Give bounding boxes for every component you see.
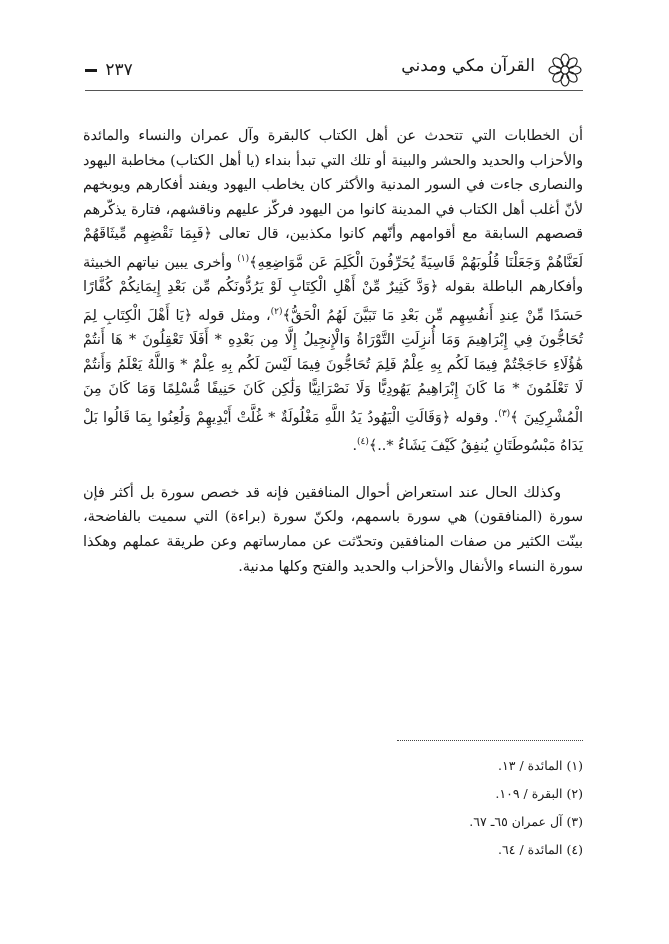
footnote-2: (٢) البقرة / ١٠٩. xyxy=(495,786,583,801)
page-number-text: ٢٣٧ xyxy=(105,60,133,80)
footnote-ref: (٣) xyxy=(498,409,511,420)
paragraph-2: وكذلك الحال عند استعراض أحوال المنافقين فإنه قد خصص سورة بل أكثر فإن سورة (المنافقون) هي سورة باسمهم، ولكنّ سورة (براءة) التي سميت بالفاضحة، بينّت الكثير من صفات المنافقين وتحدّثت عن ممارساتهم وعن طريقة عملهم وهكذا سورة النساء والأنفال والأحزاب والحديد والفتح وكلها مدنية. xyxy=(83,484,583,575)
page-header xyxy=(85,52,583,92)
page-title: القرآن مكي ومدني xyxy=(401,56,535,76)
quran-verse: ﴿وَدَّ كَثِيرٌ مِّنْ أَهْلِ الْكِتَابِ لَوْ يَرُدُّونَكُم مِّن بَعْدِ إِيمَانِكُمْ كُفَّارًا حَسَدًا مِّنْ عِندِ أَنفُسِهِم مِّن بَعْدِ مَا تَبَيَّنَ لَهُمُ الْحَقُّ﴾ xyxy=(83,279,583,324)
footnote-ref: (٤) xyxy=(356,437,369,448)
text-run: وأخرى يبين نياتهم الخبيثة وأفكارهم الباطلة بقوله xyxy=(83,254,584,296)
paragraph-1 xyxy=(83,124,583,459)
footnote-separator xyxy=(397,740,583,741)
quran-verse: ﴿وَقَالَتِ الْيَهُودُ يَدُ اللَّهِ مَغْلُولَةٌ * غُلَّتْ أَيْدِيهِمْ وَلُعِنُوا بِمَا قَالُوا بَلْ يَدَاهُ مَبْسُوطَتَانِ يُنفِقُ كَيْفَ يَشَاءُ *..﴾ xyxy=(83,409,583,455)
footnote-ref: (٢) xyxy=(270,306,283,317)
text-run: . وقوله xyxy=(450,409,499,426)
page-number xyxy=(85,60,133,80)
footnote-4: (٤) المائدة / ٦٤. xyxy=(498,842,583,857)
quran-verse: ﴿فَبِمَا نَقْضِهِم مِّيثَاقَهُمْ لَعَنَّاهُمْ وَجَعَلْنَا قُلُوبَهُمْ قَاسِيَةً يُحَرِّفُونَ الْكَلِمَ عَن مَّوَاضِعِهِ﴾ xyxy=(83,226,583,271)
footnote-3: (٣) آل عمران ٦٥ـ ٦٧. xyxy=(469,814,583,829)
main-text xyxy=(83,124,583,579)
quran-verse: ﴿يَا أَهْلَ الْكِتَابِ لِمَ تُحَاجُّونَ فِي إِبْرَاهِيمَ وَمَا أُنزِلَتِ التَّوْرَاةُ وَالْإِنجِيلُ إِلَّا مِن بَعْدِهِ * أَفَلَا تَعْقِلُونَ * هَا أَنتُمْ هَٰؤُلَاءِ حَاجَجْتُمْ فِيمَا لَكُم بِهِ عِلْمٌ فَلِمَ تُحَاجُّونَ فِيمَا لَيْسَ لَكُم بِهِ عِلْمٌ * وَاللَّهُ يَعْلَمُ وَأَنتُمْ لَا تَعْلَمُونَ * مَا كَانَ إِبْرَاهِيمُ يَهُودِيًّا وَلَا نَصْرَانِيًّا وَلَٰكِن كَانَ حَنِيفًا مُّسْلِمًا وَمَا كَانَ مِنَ الْمُشْرِكِينَ ﴾ xyxy=(83,307,584,426)
footnote-1: (١) المائدة / ١٣. xyxy=(498,758,583,773)
header-divider xyxy=(85,90,583,91)
flower-ornament-icon xyxy=(547,52,583,88)
text-run: أن الخطابات التي تتحدث عن أهل الكتاب كالبقرة وآل عمران والنساء والمائدة والأحزاب والحديد والحشر والبينة أو تلك التي تبدأ بنداء (يا أهل الكتاب) مخاطبة اليهود والنصارى جاءت في السور المدنية والأكثر كان يخاطب اليهود ويفند أفكارهم ويوبخهم لأنّ أغلب أهل الكتاب في المدينة كانوا من اليهود فركّز عليهم وناقشهم، فتارة يذكّرهم قصصهم السابقة مع أقوامهم وأنّهم كانوا مكذبين، قال تعالى xyxy=(83,128,583,243)
text-run: . xyxy=(352,438,357,455)
text-run: ، ومثل قوله xyxy=(192,307,271,324)
footnote-ref: (١) xyxy=(237,253,250,264)
footnotes xyxy=(83,752,583,864)
page-number-dash xyxy=(85,69,97,72)
